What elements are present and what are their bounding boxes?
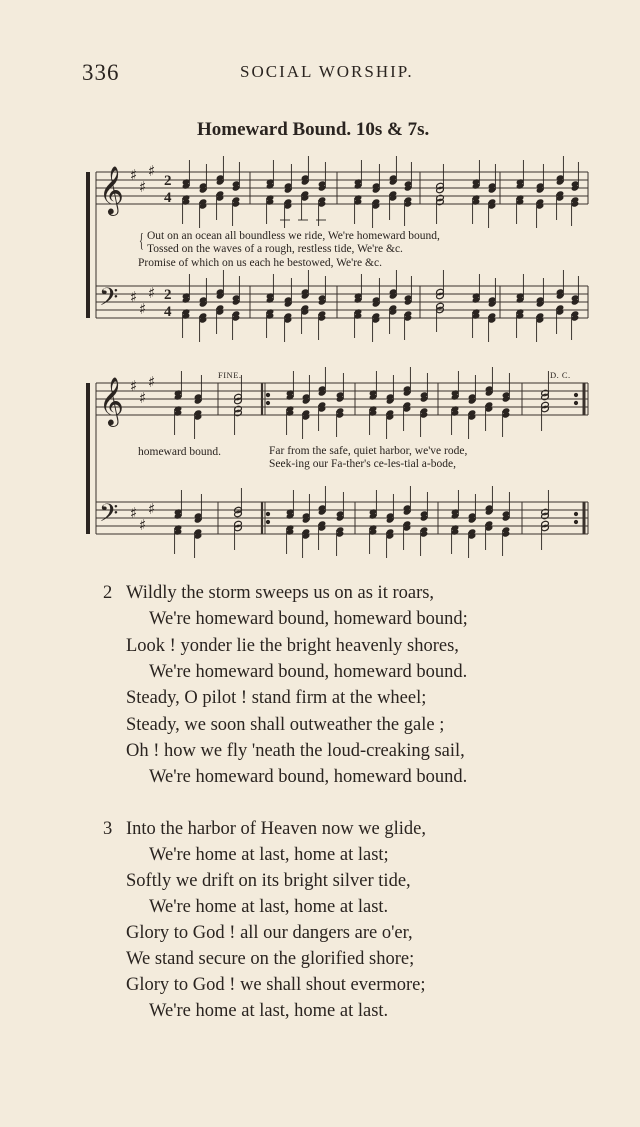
verse-line: We're homeward bound, homeward bound; xyxy=(149,609,468,630)
system-bracket xyxy=(86,172,90,318)
system-bracket xyxy=(86,383,90,534)
lyric-line-6: Seek-ing our Fa-ther's ce-les-tial a-bode, xyxy=(269,458,456,470)
barlines xyxy=(96,172,588,534)
repeat-dot xyxy=(266,393,269,396)
repeat-dot xyxy=(574,512,577,515)
bass-clef-icon: 𝄢 xyxy=(99,499,119,534)
repeat-dot xyxy=(266,520,269,523)
verse-line: Glory to God ! we shall shout evermore; xyxy=(126,975,426,995)
sheet-music xyxy=(0,0,640,560)
verse-line: Wildly the storm sweeps us on as it roars, xyxy=(126,583,435,603)
verse-line: Look ! yonder lie the bright heavenly shores, xyxy=(126,635,459,656)
verse-number: 2 xyxy=(103,583,113,603)
lyric-line-1: Out on an ocean all boundless we ride, We're homeward bound, xyxy=(147,230,440,242)
verse-line: Steady, we soon shall outweather the gale ; xyxy=(126,714,445,735)
sharp-icon: ♯ xyxy=(130,288,138,306)
sharp-icon: ♯ xyxy=(130,504,138,522)
staff-lines xyxy=(96,172,588,534)
verse-line: We stand secure on the glorified shore; xyxy=(126,949,415,969)
repeat-dot xyxy=(266,512,269,515)
time-sig-bottom-treble: 4 xyxy=(164,190,172,206)
clefs xyxy=(99,165,124,534)
page-number: 336 xyxy=(82,60,120,85)
sharp-icon: ♯ xyxy=(130,166,138,184)
lyric-line-4: homeward bound. xyxy=(138,446,222,458)
lyric-line-5: Far from the safe, quiet harbor, we've rode, xyxy=(269,445,468,457)
system-brackets xyxy=(86,172,90,534)
verse-line: We're homeward bound, homeward bound. xyxy=(149,767,468,788)
verse-line: Steady, O pilot ! stand firm at the wheel; xyxy=(126,688,427,709)
time-sig-top-treble: 2 xyxy=(164,173,172,189)
sharp-icon: ♯ xyxy=(139,389,147,407)
verse-line: Glory to God ! all our dangers are o'er, xyxy=(126,923,413,943)
sharp-icon: ♯ xyxy=(139,178,147,196)
sharp-icon: ♯ xyxy=(130,377,138,395)
repeat-dot xyxy=(574,393,577,396)
verse-line: We're home at last, home at last. xyxy=(149,897,389,917)
sharp-icon: ♯ xyxy=(148,284,156,302)
time-sig-bottom-bass: 4 xyxy=(164,304,172,320)
verse-line: We're homeward bound, homeward bound. xyxy=(149,661,468,682)
treble-clef-icon: 𝄞 xyxy=(99,376,124,425)
verse-line: Softly we drift on its bright silver tide, xyxy=(126,871,411,891)
verse-line: Into the harbor of Heaven now we glide, xyxy=(126,819,427,839)
key-signatures xyxy=(130,162,155,534)
fine-marking: FINE. xyxy=(218,370,242,380)
running-head: SOCIAL WORSHIP. xyxy=(240,62,414,81)
time-sig-top-bass: 2 xyxy=(164,287,172,303)
hymn-title: Homeward Bound. 10s & 7s. xyxy=(197,119,430,140)
notes xyxy=(174,156,580,558)
treble-clef-icon: 𝄞 xyxy=(99,165,124,214)
sharp-icon: ♯ xyxy=(148,500,156,518)
sharp-icon: ♯ xyxy=(148,162,156,180)
repeat-dot xyxy=(266,401,269,404)
verse-line: We're home at last, home at last; xyxy=(149,845,389,865)
repeat-dot xyxy=(574,520,577,523)
verse-line: We're home at last, home at last. xyxy=(149,1001,389,1021)
sharp-icon: ♯ xyxy=(139,516,147,534)
lyric-brace: { xyxy=(139,230,144,252)
sharp-icon: ♯ xyxy=(148,373,156,391)
repeat-dot xyxy=(574,401,577,404)
lyric-line-3: Promise of which on us each he bestowed, We're &c. xyxy=(138,257,382,269)
dc-marking: D. C. xyxy=(550,370,571,380)
lyric-line-2: Tossed on the waves of a rough, restless tide, We're &c. xyxy=(147,243,403,255)
verse-line: Oh ! how we fly 'neath the loud-creaking sail, xyxy=(126,740,465,761)
bass-clef-icon: 𝄢 xyxy=(99,283,119,318)
sharp-icon: ♯ xyxy=(139,300,147,318)
verse-number: 3 xyxy=(103,819,113,839)
